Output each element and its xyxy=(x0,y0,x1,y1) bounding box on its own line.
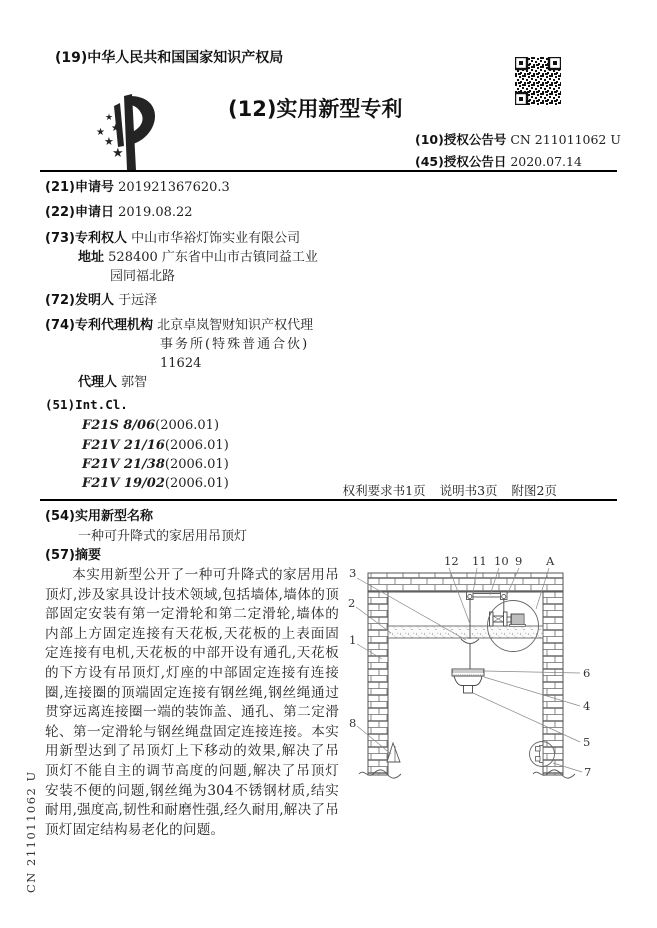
pub-no-label: (10)授权公告号 xyxy=(415,132,507,147)
drawings-pages: 附图2页 xyxy=(511,483,557,498)
agent-value: 郭智 xyxy=(121,375,148,390)
abstract-text: 本实用新型公开了一种可升降式的家居用吊顶灯,涉及家具设计技术领域,包括墙体,墙体的顶部固定安装有第一定滑轮和第二定滑轮,墙体的内部上方固定连接有天花板,天花板的上表面固定连接有电机,天花板的中部开设有通孔,天花板的下方设有吊顶灯,灯座的中部固定连接有连接圈,连接圈的顶端固定连接有钢丝绳,钢丝绳通过贯穿远离连接圈一端的装饰盖、通孔、第二定滑轮、第一定滑轮与钢丝绳盘固定连接连接。本实用新型达到了吊顶灯上下移动的效果,解决了吊顶灯不能自主的调节高度的问题,解决了吊顶灯安装不便的问题,钢丝绳为304不锈钢材质,结实耐用,强度高,韧性和耐磨性强,经久耐用,解决了吊顶灯固定结构易老化的问题。 xyxy=(45,567,339,838)
publication-number-row xyxy=(415,132,621,148)
lamp-bulb-housing xyxy=(464,686,473,694)
motor xyxy=(511,614,524,625)
ref-label-11: 11 xyxy=(472,554,487,568)
ref-label-3: 3 xyxy=(349,566,357,580)
application-date-label: (22)申请日 xyxy=(45,205,114,220)
vertical-publication-code: CN 211011062 U xyxy=(24,770,38,893)
patent-office-line: (19)中华人民共和国国家知识产权局 xyxy=(55,50,284,66)
application-no-label: (21)申请号 xyxy=(45,180,114,195)
biblio-divider xyxy=(40,499,617,501)
svg-text:★: ★ xyxy=(111,123,120,134)
intcl-year: (2006.01) xyxy=(164,476,229,491)
ceiling-lamp xyxy=(452,669,484,693)
agency-line1: 北京卓岚智财知识产权代理 xyxy=(157,318,314,333)
svg-text:★: ★ xyxy=(105,113,114,123)
intcl-row xyxy=(82,475,229,493)
application-date-value: 2019.08.22 xyxy=(118,205,193,220)
intcl-year: (2006.01) xyxy=(155,418,220,433)
description-pages: 说明书3页 xyxy=(439,483,498,498)
pub-no-value: CN 211011062 U xyxy=(510,132,621,147)
intcl-row xyxy=(82,417,219,435)
agent-row xyxy=(78,374,147,392)
agency-line3: 11624 xyxy=(160,356,202,371)
header-divider xyxy=(40,170,617,172)
qr-code-icon xyxy=(515,57,561,105)
patentee-row xyxy=(45,230,300,248)
motor-coupling xyxy=(507,617,511,622)
pages-info-line xyxy=(327,483,557,499)
agency-label: (74)专利代理机构 xyxy=(45,318,153,333)
inventor-value: 于远泽 xyxy=(118,293,158,308)
svg-text:★: ★ xyxy=(104,135,114,148)
intcl-row xyxy=(82,437,229,455)
application-number-row xyxy=(45,179,230,197)
ref-label-7: 7 xyxy=(584,765,592,779)
svg-text:★: ★ xyxy=(112,146,124,161)
intcl-year: (2006.01) xyxy=(164,457,229,472)
patentee-label: (73)专利权人 xyxy=(45,231,127,246)
agency-row xyxy=(45,317,313,335)
address-row xyxy=(78,249,318,267)
inventor-label: (72)发明人 xyxy=(45,293,114,308)
ref-label-1: 1 xyxy=(349,633,357,647)
inventor-row xyxy=(45,292,157,310)
doc-type-title: (12)实用新型专利 xyxy=(228,97,403,121)
spool-flange xyxy=(504,612,508,626)
pulley-bar xyxy=(467,592,508,600)
patent-figure xyxy=(343,552,643,810)
intcl-code: F21S 8/06 xyxy=(82,418,156,433)
intcl-code: F21V 21/38 xyxy=(82,457,165,472)
second-pulley xyxy=(502,594,506,598)
ref-label-2: 2 xyxy=(348,596,356,610)
ref-label-12: 12 xyxy=(444,554,459,568)
ref-label-8: 8 xyxy=(349,716,357,730)
ref-label-10: 10 xyxy=(494,554,509,568)
intcl-year: (2006.01) xyxy=(164,438,229,453)
ceiling-board xyxy=(388,626,543,638)
application-no-value: 201921367620.3 xyxy=(118,180,230,195)
publication-date-row xyxy=(415,154,582,170)
intcl-label: (51)Int.Cl. xyxy=(45,397,128,412)
address-line1: 528400 广东省中山市古镇同益工业 xyxy=(108,250,318,265)
winch-assembly xyxy=(490,612,526,626)
svg-text:★: ★ xyxy=(96,127,105,138)
cnipa-logo-icon xyxy=(78,86,166,174)
patent-drawing xyxy=(343,552,643,810)
ref-label-9: 9 xyxy=(515,554,523,568)
cnipa-logo xyxy=(78,86,166,174)
ref-label-6: 6 xyxy=(583,666,591,680)
pub-date-label: (45)授权公告日 xyxy=(415,154,507,169)
intcl-row xyxy=(82,456,229,474)
claims-pages: 权利要求书1页 xyxy=(342,483,426,498)
abstract-section-label: (57)摘要 xyxy=(45,548,101,563)
application-date-row xyxy=(45,204,193,222)
pub-date-value: 2020.07.14 xyxy=(510,154,582,169)
first-pulley xyxy=(468,594,472,598)
decorative-cover xyxy=(461,639,479,644)
patentee-value: 中山市华裕灯饰实业有限公司 xyxy=(131,231,301,246)
agency-line2: 事务所(特殊普通合伙) xyxy=(160,337,310,352)
ref-label-4: 4 xyxy=(583,699,591,713)
address-line2: 园同福北路 xyxy=(110,269,176,284)
title-section-label: (54)实用新型名称 xyxy=(45,509,153,524)
lamp-shade xyxy=(454,676,482,686)
agent-label: 代理人 xyxy=(78,375,118,390)
intcl-code: F21V 21/16 xyxy=(82,438,165,453)
intcl-code: F21V 19/02 xyxy=(82,476,165,491)
invention-title: 一种可升降式的家居用吊顶灯 xyxy=(78,529,248,544)
ref-label-A: A xyxy=(546,554,555,568)
ref-label-5: 5 xyxy=(583,735,591,749)
motor-base xyxy=(510,625,526,627)
address-label: 地址 xyxy=(78,250,105,265)
